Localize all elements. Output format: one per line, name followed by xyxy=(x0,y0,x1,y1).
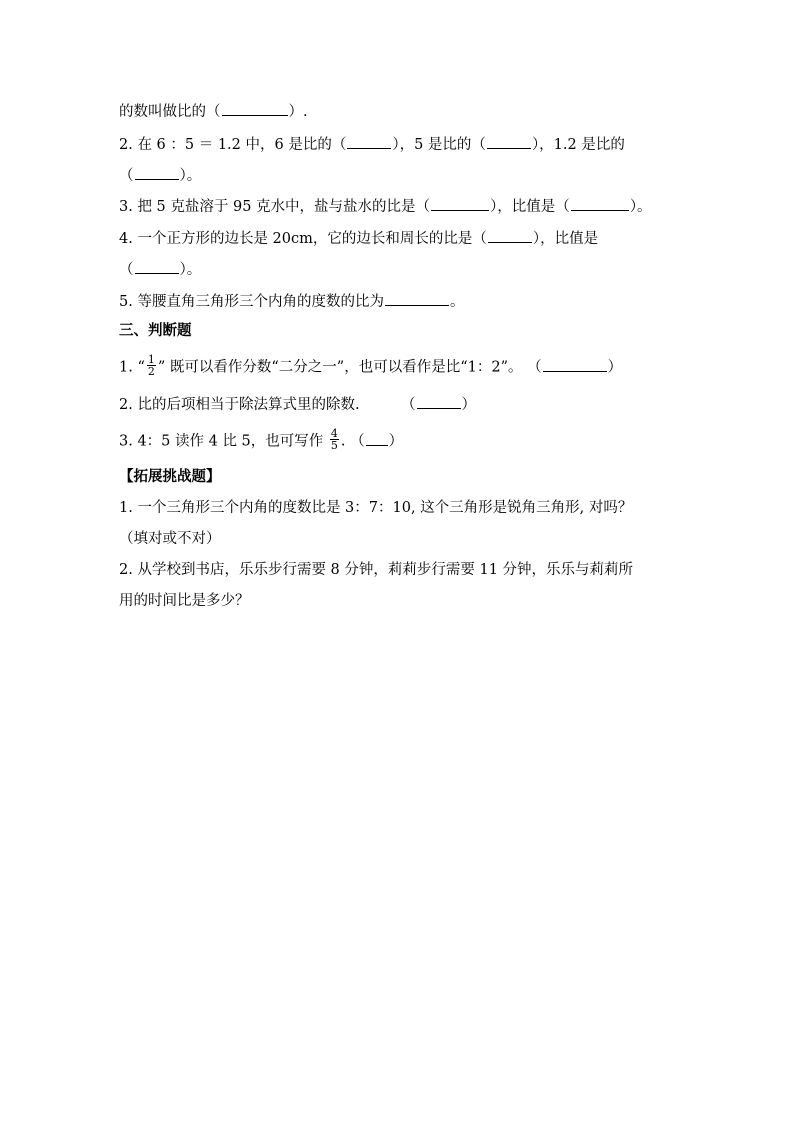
answer-blank[interactable] xyxy=(488,228,532,243)
section-title-judgement: 三、判断题 xyxy=(119,322,192,339)
answer-blank[interactable] xyxy=(487,134,531,149)
answer-blank[interactable] xyxy=(135,259,179,274)
answer-blank[interactable] xyxy=(417,394,461,409)
answer-blank[interactable] xyxy=(135,165,179,180)
judge-question-2: 2. 比的后项相当于除法算式里的除数. （ ） xyxy=(119,394,699,415)
answer-blank[interactable] xyxy=(571,196,629,211)
fill-question-2: 2. 在 6 ：5 ＝ 1.2 中，6 是比的（ ），5 是比的（ ），1.2 是比的 xyxy=(119,134,699,155)
fill-question-3: 3. 把 5 克盐溶于 95 克水中，盐与盐水的比是（ ），比值是（ ）。 xyxy=(119,196,699,217)
judge-question-1: 1. “ $\frac{1}{2}$ ” 既可以看作分数“二分之一”，也可以看作是比“1：2”。 （ ） xyxy=(119,353,623,378)
fraction-four-fifths: $\frac{4}{5}$ xyxy=(330,427,338,452)
fill-question-2-continued: （ ）。 xyxy=(119,165,699,186)
answer-blank[interactable] xyxy=(222,101,288,116)
fill-question-1-continued: 的数叫做比的（ ）. xyxy=(119,101,699,122)
answer-blank[interactable] xyxy=(347,134,391,149)
section-title-challenge: 【拓展挑战题】 xyxy=(119,468,221,485)
fill-question-4: 4. 一个正方形的边长是 20cm，它的边长和周长的比是（ ），比值是 xyxy=(119,228,699,249)
answer-blank[interactable] xyxy=(431,196,489,211)
answer-blank[interactable] xyxy=(366,431,388,446)
challenge-question-2: 2. 从学校到书店，乐乐步行需要 8 分钟，莉莉步行需要 11 分钟，乐乐与莉莉所 xyxy=(119,562,634,578)
answer-blank[interactable] xyxy=(543,357,607,372)
fill-question-4-continued: （ ）。 xyxy=(119,259,699,280)
fill-question-5: 5. 等腰直角三角形三个内角的度数的比为 。 xyxy=(119,291,699,312)
challenge-question-1-note: （填对或不对） xyxy=(119,531,221,547)
challenge-question-1: 1. 一个三角形三个内角的度数比是 3：7：10, 这个三角形是锐角三角形, 对吗？ xyxy=(119,500,633,516)
fraction-one-half: $\frac{1}{2}$ xyxy=(147,353,155,378)
judge-question-3: 3. 4：5 读作 4 比 5，也可写作 $\frac{4}{5}$ . （ ） xyxy=(119,427,404,452)
answer-blank[interactable] xyxy=(385,291,449,306)
challenge-question-2-continued: 用的时间比是多少？ xyxy=(119,593,250,609)
